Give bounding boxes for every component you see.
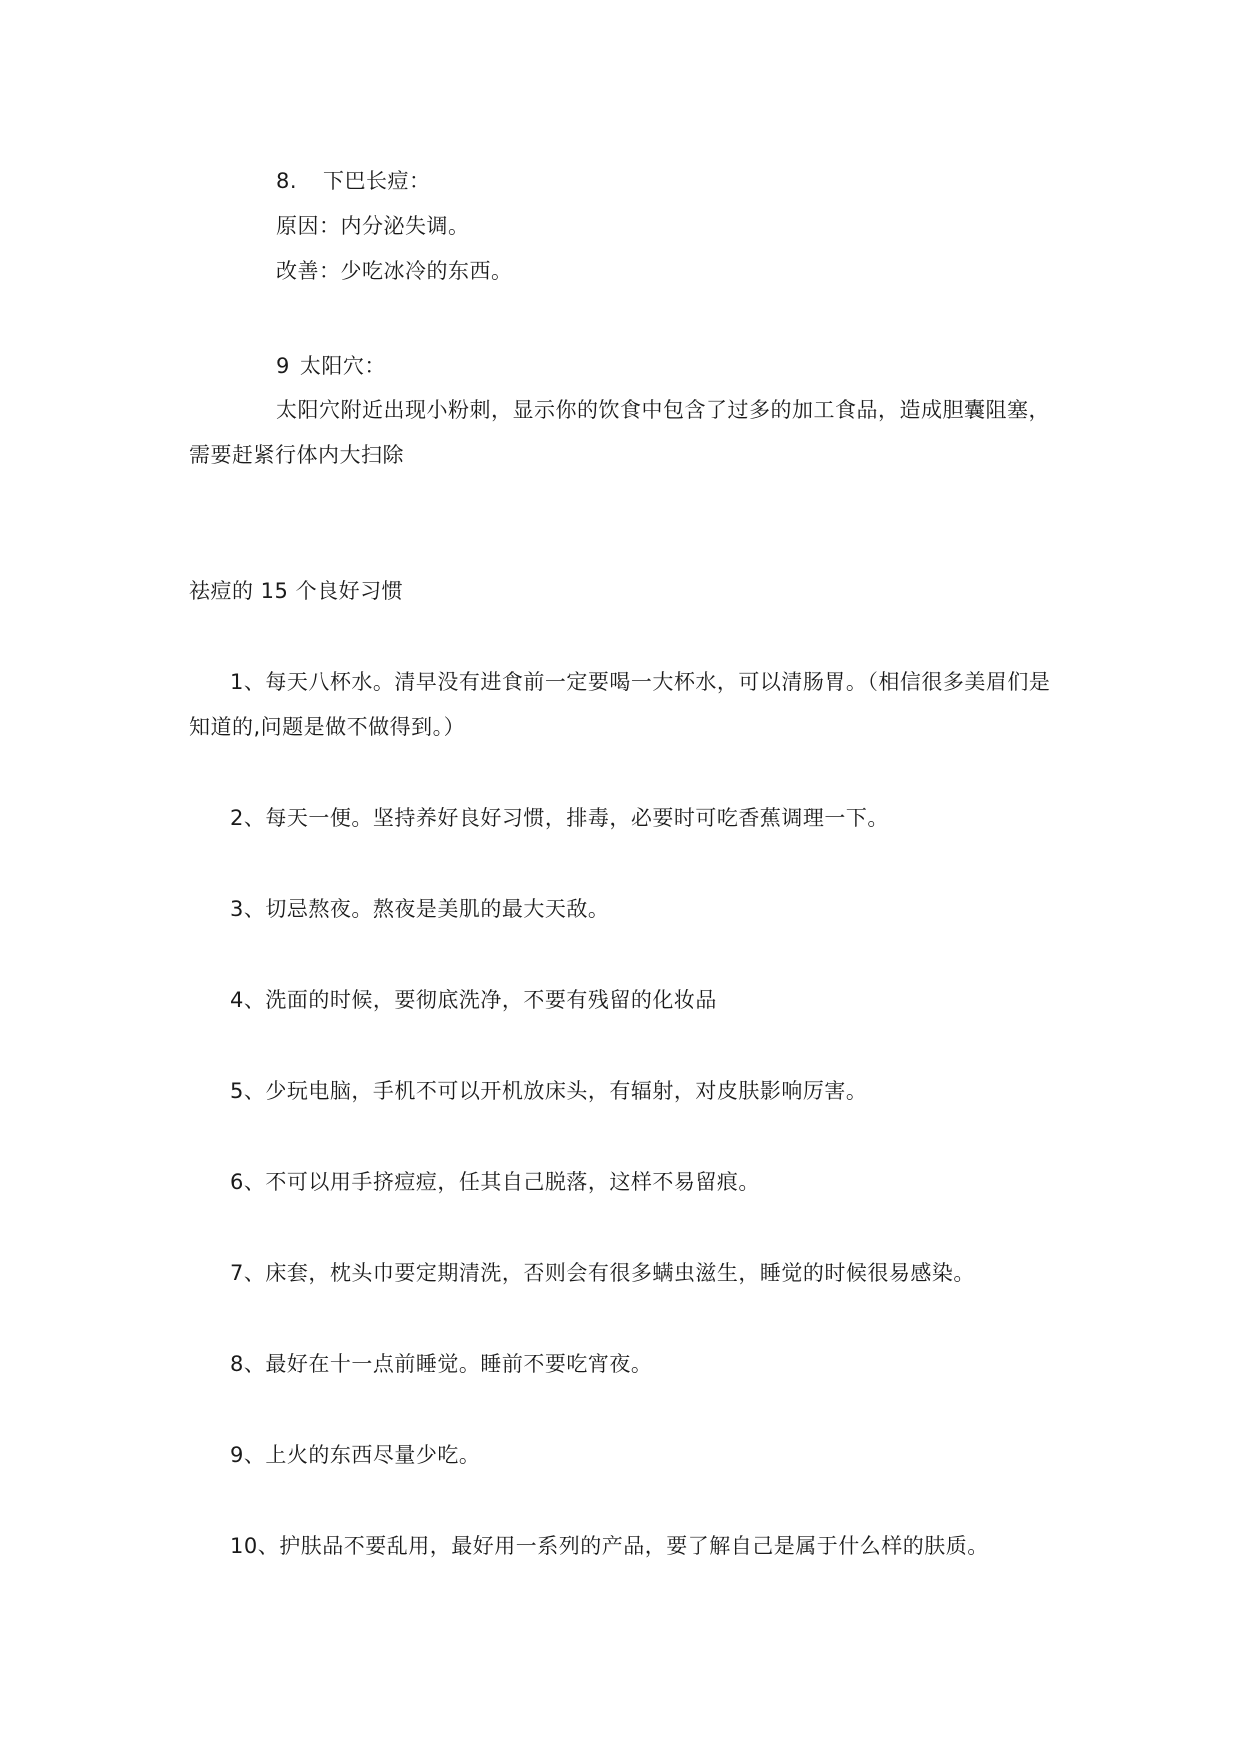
section8-improve: 改善：少吃冰冷的东西。 — [276, 259, 513, 283]
habit-item-number: 2、 — [230, 806, 266, 830]
habit-item-7 — [230, 1259, 975, 1287]
habits-title: 祛痘的 15 个良好习惯 — [189, 579, 404, 603]
habit-item-number: 3、 — [230, 897, 266, 921]
section9-heading — [276, 352, 386, 380]
habit-item-2 — [230, 804, 889, 832]
section8-heading-text: 下巴长痘： — [323, 169, 431, 193]
habit-item-number: 5、 — [230, 1079, 266, 1103]
section9-body-line1: 太阳穴附近出现小粉刺，显示你的饮食中包含了过多的加工食品，造成胆囊阻塞， — [276, 398, 1050, 422]
habit-item-text: 最好在十一点前睡觉。睡前不要吃宵夜。 — [265, 1352, 653, 1376]
habit-item-number: 4、 — [230, 988, 266, 1012]
habit-item-8 — [230, 1350, 652, 1378]
habit-item-text: 上火的东西尽量少吃。 — [265, 1443, 481, 1467]
section8-heading-number: 8. — [276, 169, 298, 193]
habit-item-number: 1、 — [230, 670, 266, 694]
habit-item-text: 每天八杯水。清早没有进食前一定要喝一大杯水，可以清肠胃。（相信很多美眉们是 — [265, 670, 1051, 694]
section8-heading — [276, 167, 431, 195]
habit-item-3 — [230, 895, 609, 923]
habit-item-number: 7、 — [230, 1261, 266, 1285]
habit-item-text: 洗面的时候，要彻底洗净，不要有残留的化妆品 — [265, 988, 717, 1012]
habit-item-text: 护肤品不要乱用，最好用一系列的产品，要了解自己是属于什么样的肤质。 — [279, 1534, 989, 1558]
habit-item-number: 8、 — [230, 1352, 266, 1376]
habit-item-text: 切忌熬夜。熬夜是美肌的最大天敌。 — [265, 897, 610, 921]
habit-item-text: 不可以用手挤痘痘，任其自己脱落，这样不易留痕。 — [265, 1170, 760, 1194]
section9-heading-number: 9 — [276, 354, 290, 378]
habit-item-1 — [230, 668, 1050, 696]
habit-item-number: 6、 — [230, 1170, 266, 1194]
section9-heading-text: 太阳穴： — [299, 354, 386, 378]
habit-item-text: 每天一便。坚持养好良好习惯，排毒，必要时可吃香蕉调理一下。 — [265, 806, 889, 830]
habit-item-6 — [230, 1168, 760, 1196]
habit-item-text: 床套，枕头巾要定期清洗，否则会有很多螨虫滋生，睡觉的时候很易感染。 — [265, 1261, 975, 1285]
section8-cause: 原因：内分泌失调。 — [276, 214, 470, 238]
habit-item-10 — [230, 1532, 989, 1560]
habit-item-9 — [230, 1441, 480, 1469]
habit-item-5 — [230, 1077, 867, 1105]
section9-body-line2: 需要赶紧行体内大扫除 — [189, 443, 404, 467]
habit-item-text: 少玩电脑，手机不可以开机放床头，有辐射，对皮肤影响厉害。 — [265, 1079, 868, 1103]
habit-item-4 — [230, 986, 717, 1014]
habit-item-1-continuation: 知道的,问题是做不做得到。） — [189, 715, 466, 739]
habit-item-number: 9、 — [230, 1443, 266, 1467]
habit-item-number: 10、 — [230, 1534, 280, 1558]
